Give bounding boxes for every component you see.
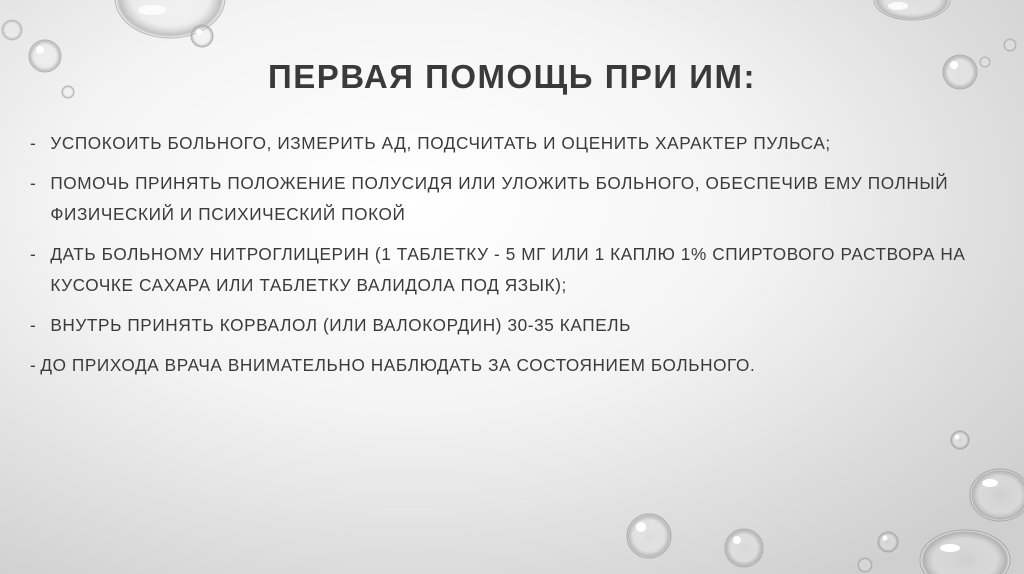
bullet-item [30, 168, 1005, 230]
bullet-text: ДАТЬ БОЛЬНОМУ НИТРОГЛИЦЕРИН (1 ТАБЛЕТКУ - 5 МГ ИЛИ 1 КАПЛЮ 1% СПИРТОВОГО РАСТВОРА НА КУСОЧКЕ САХАРА ИЛИ ТАБЛЕТКУ ВАЛИДОЛА ПОД ЯЗЫК); [50, 244, 966, 295]
bullet-dash: - [30, 244, 37, 264]
bullet-text: ПОМОЧЬ ПРИНЯТЬ ПОЛОЖЕНИЕ ПОЛУСИДЯ ИЛИ УЛОЖИТЬ БОЛЬНОГО, ОБЕСПЕЧИВ ЕМУ ПОЛНЫЙ ФИЗИЧЕСКИЙ И ПСИХИЧЕСКИЙ ПОКОЙ [50, 173, 949, 224]
bullet-text: ДО ПРИХОДА ВРАЧА ВНИМАТЕЛЬНО НАБЛЮДАТЬ ЗА СОСТОЯНИЕМ БОЛЬНОГО. [40, 355, 756, 375]
bullet-dash: - [30, 133, 37, 153]
bullet-text: УСПОКОИТЬ БОЛЬНОГО, ИЗМЕРИТЬ АД, ПОДСЧИТАТЬ И ОЦЕНИТЬ ХАРАКТЕР ПУЛЬСА; [50, 133, 831, 153]
slide-title: ПЕРВАЯ ПОМОЩЬ ПРИ ИМ: [267, 58, 757, 95]
bullet-item [30, 128, 1005, 159]
bullet-dash: - [30, 355, 37, 375]
bullet-item [30, 310, 1005, 341]
drops-bottom-right [627, 431, 1024, 574]
bullet-dash: - [30, 173, 37, 193]
bullet-dash: - [30, 315, 37, 335]
bullet-text: ВНУТРЬ ПРИНЯТЬ КОРВАЛОЛ (ИЛИ ВАЛОКОРДИН) 30-35 КАПЕЛЬ [50, 315, 632, 335]
bullet-item [30, 350, 1005, 381]
bullet-item [30, 239, 1005, 301]
bullet-list [30, 128, 1005, 390]
